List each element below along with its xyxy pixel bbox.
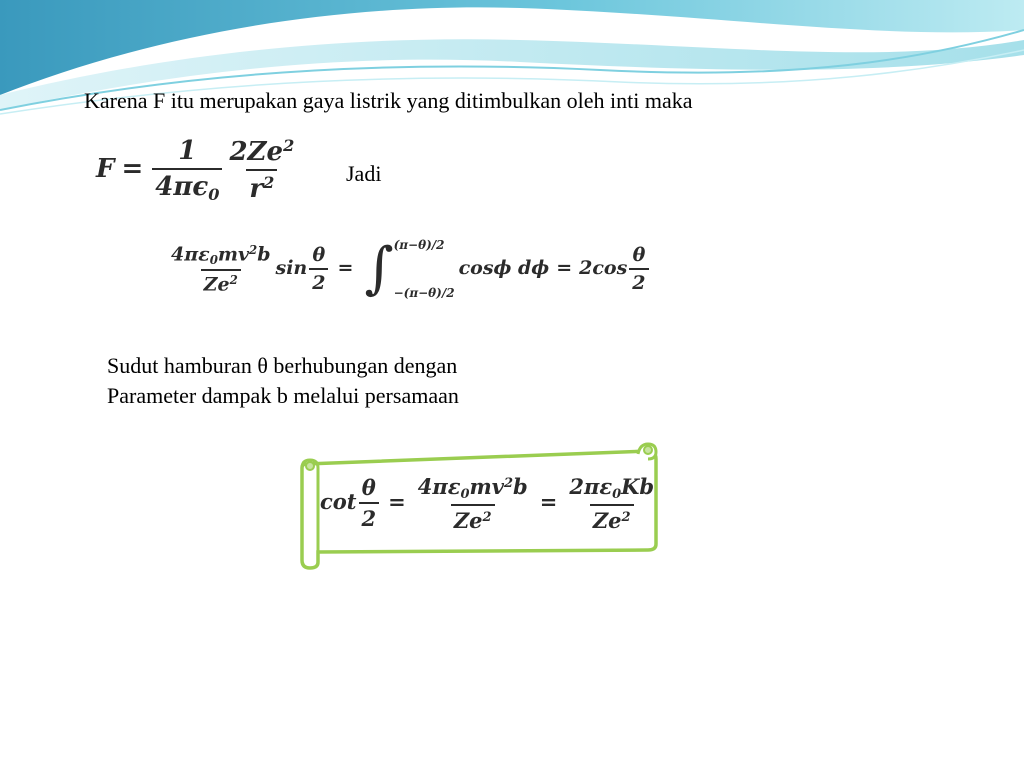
eq1-equals: =: [121, 153, 144, 184]
integral-limits: (π−θ)/2 −(π−θ)/2: [393, 238, 455, 300]
eq2-fraction: $\frac{4\pi\varepsilon 0mv^2b}{Ze^2}$: [171, 242, 271, 296]
eq2-rhs-half-theta: $\frac{\theta}{2}$: [629, 244, 648, 294]
eq2-half-theta: $\frac{\theta}{2}$: [309, 244, 328, 294]
eq3-fraction-3: $\frac{2\pi\varepsilon 0Kb}{Ze^2}$: [569, 474, 655, 533]
eq1-fraction-1: $\frac{1}{4\pi\epsilon 0}$: [152, 136, 222, 204]
equation-cot-relation: cot $\frac{\theta}{2}$ = $\frac{4\pi\varepsilon 0mv^2b}{Ze^2}$ = $\frac{2\pi\varepsilon 0Kb}{Ze^2}$: [320, 474, 659, 533]
equation-coulomb-force: [96, 136, 299, 204]
eq2-rhs: 2cos: [579, 257, 628, 279]
paragraph-line-1: Sudut hamburan θ berhubungan dengan: [107, 353, 458, 378]
jadi-text: Jadi: [346, 161, 382, 186]
eq1-lhs: F: [96, 153, 115, 184]
eq1-fraction-2: $\frac{2Ze^2}{r^2}$: [229, 136, 295, 204]
paragraph-line-2: Parameter dampak b melalui persamaan: [107, 383, 459, 408]
integral-sign: ∫: [364, 236, 394, 301]
intro-text: Karena F itu merupakan gaya listrik yang ditimbulkan oleh inti maka: [84, 88, 693, 113]
eq3-cot: cot: [320, 488, 357, 514]
equation-integral: $\frac{4\pi\varepsilon 0mv^2b}{Ze^2}$ sin $\frac{\theta}{2}$ = ∫ (π−θ)/2 −(π−θ)/2 cosϕ dϕ = 2cos $\frac{\theta}{2}$: [166, 238, 651, 300]
eq3-fraction-2: $\frac{4\pi\varepsilon 0mv^2b}{Ze^2}$: [417, 474, 528, 533]
eq2-integrand: cosϕ dϕ: [458, 257, 550, 279]
eq2-sin: sin: [275, 257, 308, 279]
eq3-half-theta: $\frac{\theta}{2}$: [359, 475, 380, 531]
